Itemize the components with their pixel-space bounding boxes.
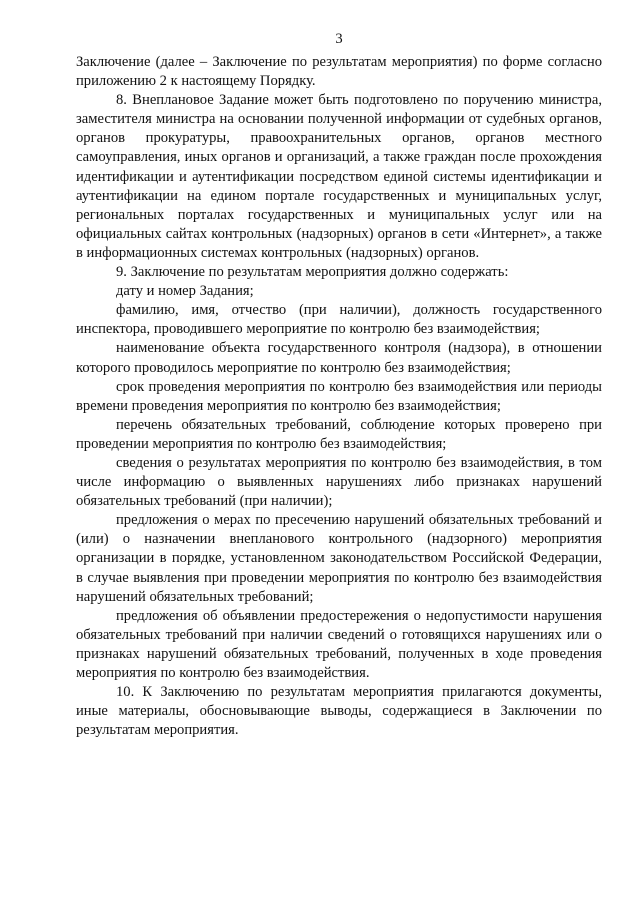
paragraph-conclusion-intro: Заключение (далее – Заключение по результатам мероприятия) по форме согласно приложению 2 к настоящему Порядку. [76, 54, 602, 90]
list-item-warning-proposals: предложения об объявлении предостережения о недопустимости нарушения обязательных требований при наличии сведений о готовящихся нарушениях или о признаках нарушений обязательных требований, полученных в ходе проведения мероприятия по контролю без взаимодействия. [76, 607, 602, 681]
paragraph-8-unplanned-task: 8. Внеплановое Задание может быть подготовлено по поручению министра, заместителя министра на основании полученной информации от судебных органов, органов прокуратуры, правоохранительных органов, органов местного самоуправления, иных органов и организаций, а также граждан после прохождения идентификации и аутентификации посредством единой системы идентификации и аутентификации на едином портале государственных и муниципальных услуг, региональных порталах государственных и муниципальных услуг или на официальных сайтах контрольных (надзорных) органов в сети «Интернет», а также в информационных системах контрольных (надзорных) органов. [76, 92, 602, 261]
paragraph-9-conclusion-contents: 9. Заключение по результатам мероприятия должно содержать: [116, 264, 509, 281]
list-item-measures-proposals: предложения о мерах по пресечению нарушений обязательных требований и (или) о назначении внепланового контрольного (надзорного) мероприятия организации в порядке, установленном законодательством Российской Федерации, в случае выявления при проведении мероприятия по контролю без взаимодействия нарушений обязательных требований; [76, 512, 602, 605]
page-number: 3 [335, 31, 343, 47]
list-item-task-date-number: дату и номер Задания; [116, 283, 254, 300]
list-item-control-object: наименование объекта государственного контроля (надзора), в отношении которого проводилось мероприятие по контролю без взаимодействия; [76, 340, 602, 376]
list-item-period: срок проведения мероприятия по контролю без взаимодействия или периоды времени проведения мероприятия по контролю без взаимодействия; [76, 378, 602, 414]
list-item-inspector: фамилию, имя, отчество (при наличии), должность государственного инспектора, проводившего мероприятие по контролю без взаимодействия; [76, 302, 602, 338]
list-item-results: сведения о результатах мероприятия по контролю без взаимодействия, в том числе информацию о выявленных нарушениях либо признаках нарушений обязательных требований (при наличии); [76, 454, 602, 510]
paragraph-10-attachments: 10. К Заключению по результатам мероприятия прилагаются документы, иные материалы, обосновывающие выводы, содержащиеся в Заключении по результатам мероприятия. [76, 684, 602, 739]
document-page [76, 30, 602, 740]
list-item-requirements-list: перечень обязательных требований, соблюдение которых проверено при проведении мероприятия по контролю без взаимодействия; [76, 416, 602, 452]
